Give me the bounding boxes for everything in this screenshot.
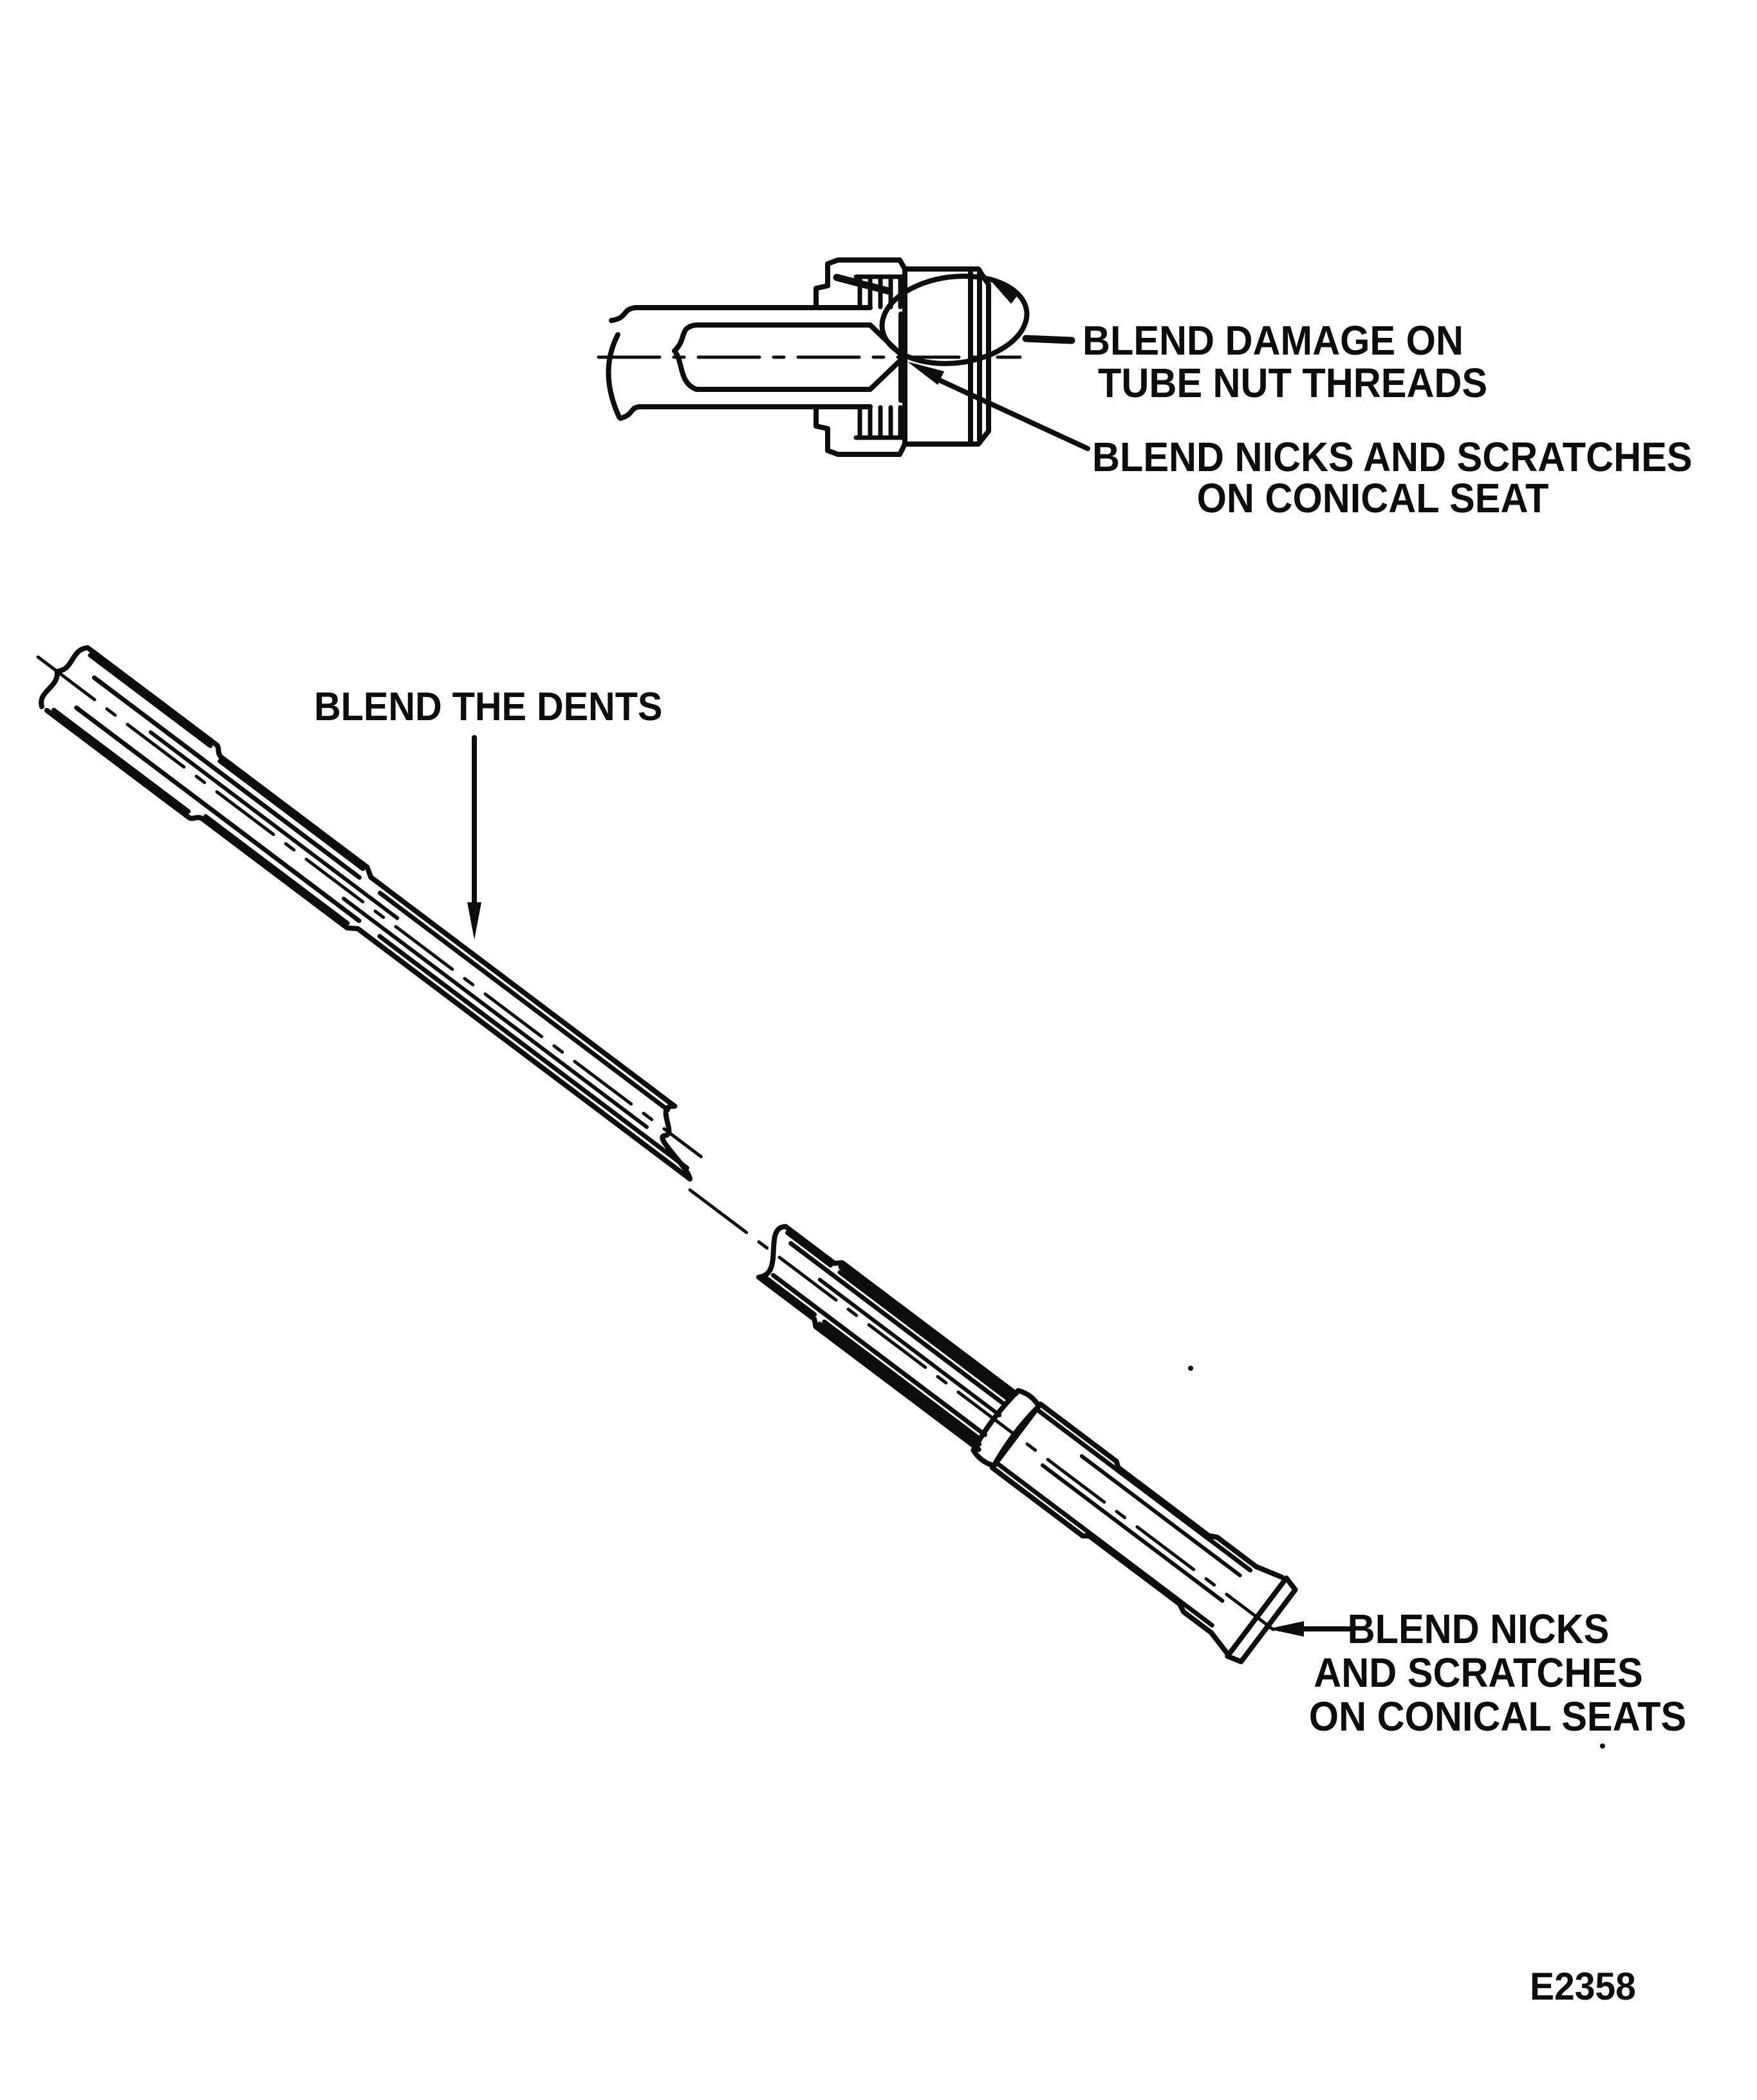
- tube-break-end-arc: [608, 335, 619, 417]
- label-blend-the-dents: BLEND THE DENTS: [314, 685, 663, 729]
- arrow-blend-dents: [467, 738, 481, 940]
- figure-number: E2358: [1530, 1965, 1636, 2008]
- speck: [1188, 1366, 1193, 1371]
- callout-loop-arrowhead-icon: [987, 277, 1020, 304]
- leader-blend-damage: [1026, 339, 1072, 340]
- label-conical-seats-bottom-line1: BLEND NICKS: [1347, 1606, 1610, 1652]
- lower-dent-lines: [811, 1267, 1241, 1601]
- upper-outer-bottom: [47, 700, 690, 1189]
- tube-nut-fitting-detail: [599, 260, 1020, 454]
- arrow-head-icon: [1268, 1621, 1304, 1637]
- label-conical-seats-bottom-line3: ON CONICAL SEATS: [1308, 1693, 1687, 1740]
- upper-inner-walls: [73, 678, 708, 1168]
- upper-centerline: [38, 657, 701, 1157]
- speck: [1600, 1743, 1605, 1749]
- label-conical-seat-line2: ON CONICAL SEAT: [1196, 475, 1549, 521]
- arrow-conical-seat-top: [907, 362, 1088, 449]
- tube-nut-threads-bottom: [856, 407, 904, 438]
- label-conical-seats-bottom-line2: AND SCRATCHES: [1314, 1649, 1643, 1696]
- lower-tube-segment: [660, 1151, 1303, 1668]
- label-conical-seats-bottom: [1308, 1606, 1687, 1740]
- arrow-shaft: [937, 379, 1088, 449]
- label-blend-damage-line2: TUBE NUT THREADS: [1098, 360, 1488, 406]
- lower-centerline: [690, 1190, 1273, 1630]
- label-conical-seat-line1: BLEND NICKS AND SCRATCHES: [1092, 434, 1693, 480]
- label-blend-damage-line1: BLEND DAMAGE ON: [1083, 317, 1464, 364]
- arrow-head-icon: [467, 902, 481, 940]
